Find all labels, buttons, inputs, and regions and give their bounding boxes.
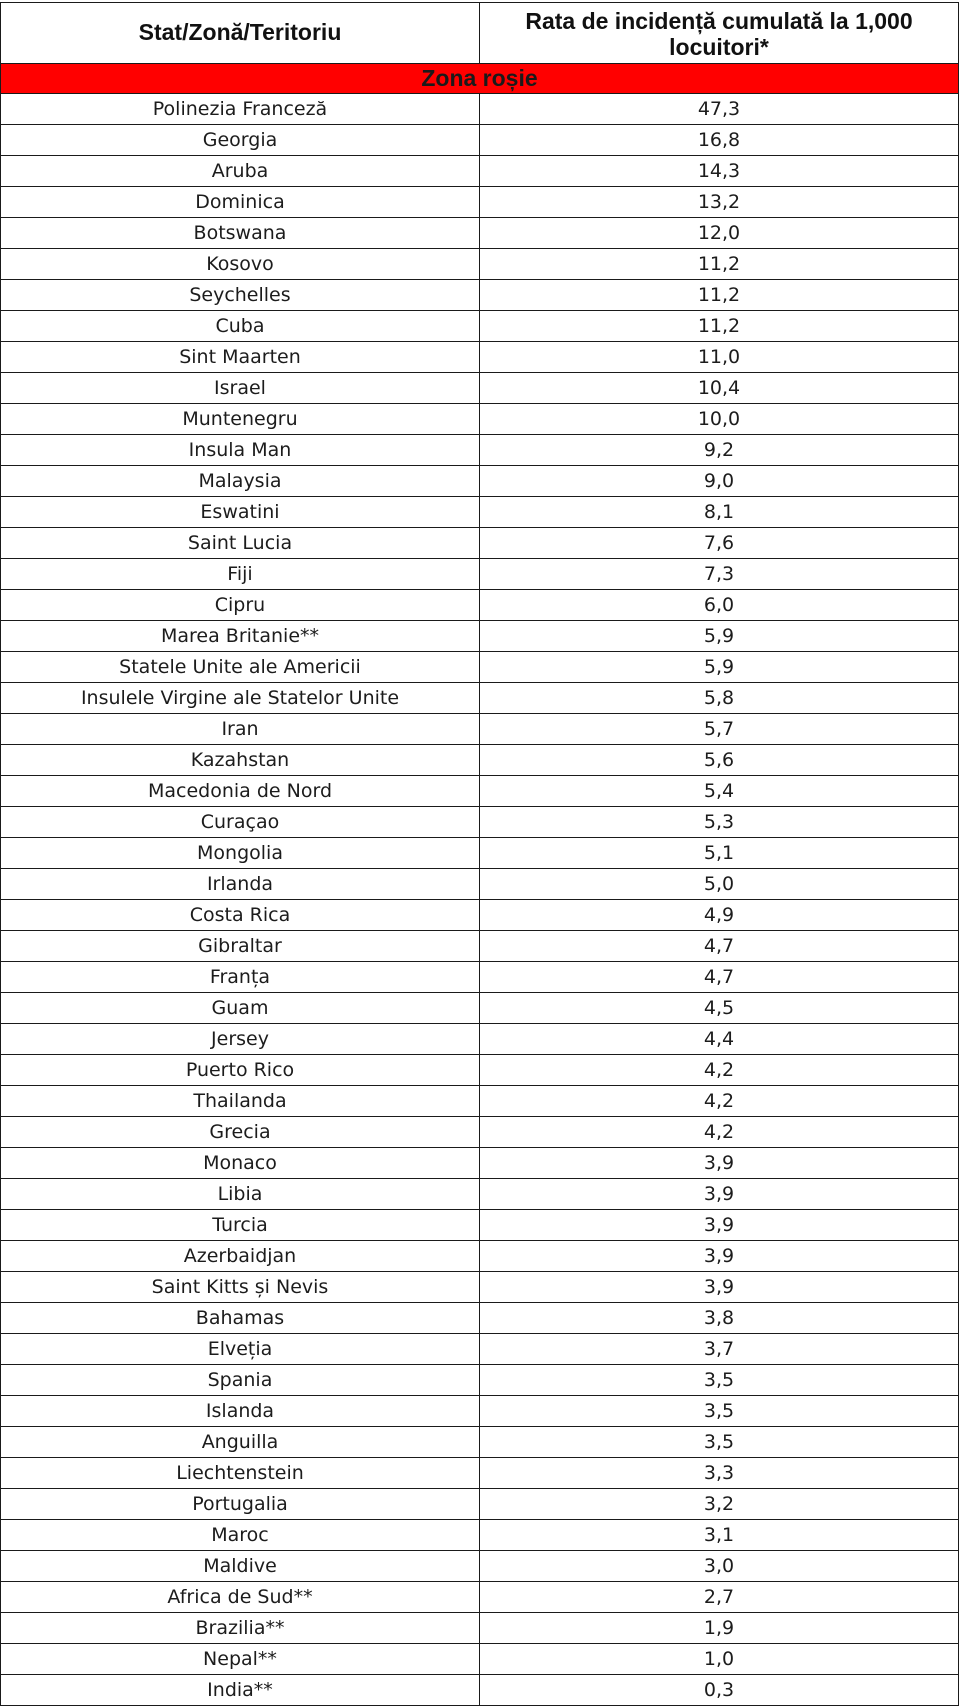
- incidence-value-cell: 4,5: [480, 993, 959, 1024]
- territory-cell: India**: [1, 1675, 480, 1706]
- territory-cell: Monaco: [1, 1148, 480, 1179]
- incidence-value-cell: 1,0: [480, 1644, 959, 1675]
- territory-cell: Guam: [1, 993, 480, 1024]
- table-row: [1, 745, 959, 776]
- territory-cell: Maroc: [1, 1520, 480, 1551]
- incidence-value-cell: 3,9: [480, 1272, 959, 1303]
- table-row: [1, 1334, 959, 1365]
- table-row: [1, 497, 959, 528]
- table-row: [1, 1520, 959, 1551]
- territory-cell: Marea Britanie**: [1, 621, 480, 652]
- territory-cell: Nepal**: [1, 1644, 480, 1675]
- table-row: [1, 590, 959, 621]
- territory-cell: Franța: [1, 962, 480, 993]
- table-row: [1, 1675, 959, 1706]
- territory-cell: Turcia: [1, 1210, 480, 1241]
- table-row: [1, 280, 959, 311]
- table-row: [1, 1179, 959, 1210]
- territory-cell: Liechtenstein: [1, 1458, 480, 1489]
- territory-cell: Bahamas: [1, 1303, 480, 1334]
- incidence-value-cell: 13,2: [480, 187, 959, 218]
- territory-cell: Portugalia: [1, 1489, 480, 1520]
- incidence-value-cell: 11,2: [480, 311, 959, 342]
- table-row: [1, 993, 959, 1024]
- territory-cell: Azerbaidjan: [1, 1241, 480, 1272]
- table-row: [1, 869, 959, 900]
- incidence-value-cell: 5,3: [480, 807, 959, 838]
- territory-cell: Mongolia: [1, 838, 480, 869]
- incidence-value-cell: 3,5: [480, 1427, 959, 1458]
- incidence-value-cell: 16,8: [480, 125, 959, 156]
- incidence-value-cell: 3,9: [480, 1148, 959, 1179]
- territory-cell: Dominica: [1, 187, 480, 218]
- territory-cell: Libia: [1, 1179, 480, 1210]
- column-header-incidence-rate: Rata de incidență cumulată la 1,000 locuitori*: [480, 3, 959, 64]
- incidence-value-cell: 4,2: [480, 1086, 959, 1117]
- incidence-value-cell: 3,9: [480, 1210, 959, 1241]
- table-row: [1, 156, 959, 187]
- incidence-value-cell: 9,0: [480, 466, 959, 497]
- table-row: [1, 404, 959, 435]
- incidence-value-cell: 5,7: [480, 714, 959, 745]
- territory-cell: Maldive: [1, 1551, 480, 1582]
- table-row: [1, 1458, 959, 1489]
- territory-cell: Muntenegru: [1, 404, 480, 435]
- territory-cell: Insula Man: [1, 435, 480, 466]
- territory-cell: Georgia: [1, 125, 480, 156]
- table-row: [1, 1427, 959, 1458]
- table-row: [1, 435, 959, 466]
- column-header-territory: Stat/Zonă/Teritoriu: [1, 3, 480, 64]
- table-row: [1, 1117, 959, 1148]
- table-row: [1, 1272, 959, 1303]
- incidence-value-cell: 3,8: [480, 1303, 959, 1334]
- table-row: [1, 1644, 959, 1675]
- table-row: [1, 1303, 959, 1334]
- table-row: [1, 249, 959, 280]
- table-row: [1, 94, 959, 125]
- zone-label: Zona roșie: [1, 64, 959, 94]
- territory-cell: Africa de Sud**: [1, 1582, 480, 1613]
- incidence-value-cell: 5,0: [480, 869, 959, 900]
- territory-cell: Islanda: [1, 1396, 480, 1427]
- incidence-value-cell: 5,9: [480, 621, 959, 652]
- incidence-value-cell: 6,0: [480, 590, 959, 621]
- territory-cell: Anguilla: [1, 1427, 480, 1458]
- table-row: [1, 683, 959, 714]
- table-row: [1, 1148, 959, 1179]
- table-row: [1, 1210, 959, 1241]
- incidence-value-cell: 3,5: [480, 1396, 959, 1427]
- incidence-value-cell: 3,1: [480, 1520, 959, 1551]
- territory-cell: Puerto Rico: [1, 1055, 480, 1086]
- incidence-value-cell: 3,3: [480, 1458, 959, 1489]
- incidence-value-cell: 5,4: [480, 776, 959, 807]
- incidence-table: [0, 2, 959, 1706]
- table-row: [1, 652, 959, 683]
- incidence-value-cell: 4,2: [480, 1117, 959, 1148]
- incidence-value-cell: 1,9: [480, 1613, 959, 1644]
- table-row: [1, 1024, 959, 1055]
- territory-cell: Fiji: [1, 559, 480, 590]
- incidence-value-cell: 11,0: [480, 342, 959, 373]
- territory-cell: Elveția: [1, 1334, 480, 1365]
- incidence-value-cell: 4,7: [480, 962, 959, 993]
- incidence-value-cell: 11,2: [480, 280, 959, 311]
- territory-cell: Cuba: [1, 311, 480, 342]
- table-row: [1, 1551, 959, 1582]
- incidence-value-cell: 0,3: [480, 1675, 959, 1706]
- territory-cell: Malaysia: [1, 466, 480, 497]
- incidence-value-cell: 10,4: [480, 373, 959, 404]
- zone-row: [1, 64, 959, 94]
- table-row: [1, 559, 959, 590]
- territory-cell: Botswana: [1, 218, 480, 249]
- territory-cell: Polinezia Franceză: [1, 94, 480, 125]
- incidence-value-cell: 3,0: [480, 1551, 959, 1582]
- territory-cell: Gibraltar: [1, 931, 480, 962]
- table-row: [1, 1489, 959, 1520]
- table-row: [1, 931, 959, 962]
- table-row: [1, 1396, 959, 1427]
- territory-cell: Saint Lucia: [1, 528, 480, 559]
- table-row: [1, 1613, 959, 1644]
- territory-cell: Iran: [1, 714, 480, 745]
- table-row: [1, 714, 959, 745]
- territory-cell: Macedonia de Nord: [1, 776, 480, 807]
- incidence-value-cell: 14,3: [480, 156, 959, 187]
- territory-cell: Seychelles: [1, 280, 480, 311]
- territory-cell: Grecia: [1, 1117, 480, 1148]
- incidence-value-cell: 5,1: [480, 838, 959, 869]
- table-row: [1, 311, 959, 342]
- incidence-value-cell: 3,7: [480, 1334, 959, 1365]
- table-row: [1, 1365, 959, 1396]
- territory-cell: Kazahstan: [1, 745, 480, 776]
- table-row: [1, 125, 959, 156]
- incidence-value-cell: 2,7: [480, 1582, 959, 1613]
- table-row: [1, 1055, 959, 1086]
- incidence-value-cell: 47,3: [480, 94, 959, 125]
- territory-cell: Insulele Virgine ale Statelor Unite: [1, 683, 480, 714]
- territory-cell: Kosovo: [1, 249, 480, 280]
- territory-cell: Irlanda: [1, 869, 480, 900]
- territory-cell: Brazilia**: [1, 1613, 480, 1644]
- incidence-value-cell: 4,9: [480, 900, 959, 931]
- table-row: [1, 776, 959, 807]
- incidence-value-cell: 3,9: [480, 1179, 959, 1210]
- territory-cell: Cipru: [1, 590, 480, 621]
- table-row: [1, 900, 959, 931]
- territory-cell: Statele Unite ale Americii: [1, 652, 480, 683]
- incidence-value-cell: 5,8: [480, 683, 959, 714]
- table-row: [1, 621, 959, 652]
- table-row: [1, 1241, 959, 1272]
- table-row: [1, 218, 959, 249]
- incidence-value-cell: 4,4: [480, 1024, 959, 1055]
- territory-cell: Thailanda: [1, 1086, 480, 1117]
- territory-cell: Jersey: [1, 1024, 480, 1055]
- incidence-value-cell: 3,2: [480, 1489, 959, 1520]
- table-header-row: [1, 3, 959, 64]
- table-row: [1, 838, 959, 869]
- incidence-value-cell: 10,0: [480, 404, 959, 435]
- table-body: [1, 64, 959, 1706]
- table-row: [1, 187, 959, 218]
- territory-cell: Costa Rica: [1, 900, 480, 931]
- territory-cell: Spania: [1, 1365, 480, 1396]
- incidence-value-cell: 9,2: [480, 435, 959, 466]
- territory-cell: Sint Maarten: [1, 342, 480, 373]
- incidence-value-cell: 7,6: [480, 528, 959, 559]
- incidence-value-cell: 3,9: [480, 1241, 959, 1272]
- table-row: [1, 528, 959, 559]
- incidence-value-cell: 5,6: [480, 745, 959, 776]
- incidence-value-cell: 11,2: [480, 249, 959, 280]
- incidence-value-cell: 8,1: [480, 497, 959, 528]
- territory-cell: Curaçao: [1, 807, 480, 838]
- incidence-value-cell: 4,7: [480, 931, 959, 962]
- table-row: [1, 373, 959, 404]
- table-row: [1, 1086, 959, 1117]
- incidence-value-cell: 12,0: [480, 218, 959, 249]
- territory-cell: Israel: [1, 373, 480, 404]
- territory-cell: Saint Kitts și Nevis: [1, 1272, 480, 1303]
- table-row: [1, 466, 959, 497]
- table-row: [1, 1582, 959, 1613]
- table-row: [1, 807, 959, 838]
- table-row: [1, 342, 959, 373]
- table-row: [1, 962, 959, 993]
- incidence-value-cell: 3,5: [480, 1365, 959, 1396]
- territory-cell: Aruba: [1, 156, 480, 187]
- incidence-value-cell: 5,9: [480, 652, 959, 683]
- incidence-value-cell: 7,3: [480, 559, 959, 590]
- territory-cell: Eswatini: [1, 497, 480, 528]
- incidence-value-cell: 4,2: [480, 1055, 959, 1086]
